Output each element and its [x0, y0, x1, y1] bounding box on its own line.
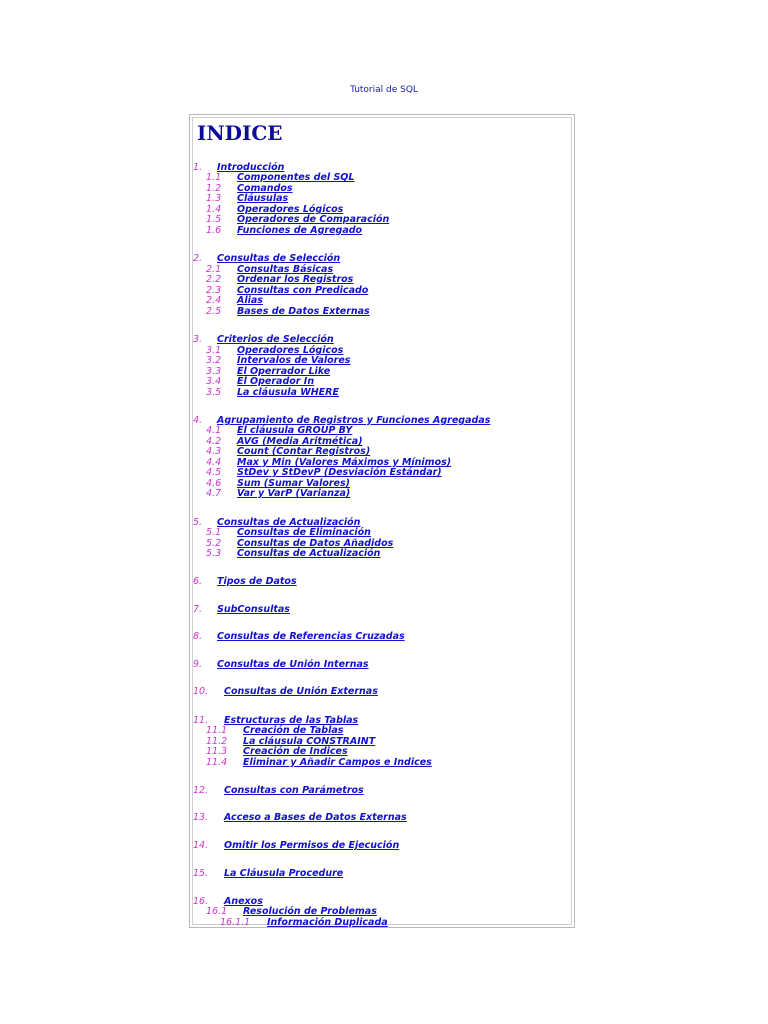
toc-entry-number: 1.3 [206, 193, 222, 204]
toc-entry-link[interactable]: El Operador In [237, 376, 315, 387]
toc-entry [206, 757, 432, 768]
toc-entry [206, 306, 370, 317]
toc-entry-number: 5.3 [206, 548, 222, 559]
toc-entry [206, 193, 289, 204]
toc-entry-link[interactable]: Eliminar y Añadir Campos e Indices [243, 757, 432, 768]
toc-entry-link[interactable]: El Operrador Like [237, 366, 331, 377]
toc-entry-link[interactable]: Consultas de Datos Añadidos [237, 538, 394, 549]
toc-entry-number: 6. [193, 576, 203, 587]
toc-entry-number: 1.5 [206, 214, 222, 225]
toc-entry [193, 659, 369, 670]
toc-entry-link[interactable]: Introducción [217, 162, 285, 173]
toc-entry-number: 11. [193, 715, 209, 726]
toc-entry-link[interactable]: Max y Min (Valores Máximos y Mínimos) [237, 457, 452, 468]
toc-entry-number: 16.1.1 [220, 917, 251, 928]
toc-entry [193, 785, 364, 796]
toc-entry-link[interactable]: Sum (Sumar Valores) [237, 478, 350, 489]
toc-entry [193, 631, 405, 642]
toc-entry-link[interactable]: Estructuras de las Tablas [224, 715, 359, 726]
index-box [189, 114, 575, 928]
toc-entry [220, 917, 388, 928]
toc-entry-number: 4.3 [206, 446, 222, 457]
toc-entry-link[interactable]: Agrupamiento de Registros y Funciones Agregadas [217, 415, 491, 426]
toc-entry-link[interactable]: Intervalos de Valores [237, 355, 351, 366]
toc-entry [206, 274, 354, 285]
toc-entry-number: 2.2 [206, 274, 222, 285]
toc-entry-link[interactable]: Consultas con Predicado [237, 285, 369, 296]
toc-entry-link[interactable]: Operadores Lógicos [237, 345, 344, 356]
toc-entry-link[interactable]: StDev y StDevP (Desviación Estándar) [237, 467, 442, 478]
toc-entry [193, 686, 378, 697]
toc-entry-number: 2. [193, 253, 203, 264]
toc-entry-number: 3.5 [206, 387, 222, 398]
toc-entry-link[interactable]: La cláusula WHERE [237, 387, 339, 398]
toc-entry [193, 812, 407, 823]
toc-entry-number: 4.2 [206, 436, 222, 447]
toc-entry [206, 425, 353, 436]
toc-entry-number: 7. [193, 604, 203, 615]
toc-entry-link[interactable]: Acceso a Bases de Datos Externas [224, 812, 407, 823]
toc-entry-number: 11.2 [206, 736, 228, 747]
toc-entry-link[interactable]: Criterios de Selección [217, 334, 334, 345]
toc-entry-number: 8. [193, 631, 203, 642]
toc-entry-number: 3.4 [206, 376, 222, 387]
toc-entry [193, 604, 290, 615]
toc-entry [206, 172, 355, 183]
index-title: INDICE [197, 121, 283, 145]
toc-entry-number: 2.1 [206, 264, 222, 275]
toc-entry [193, 868, 344, 879]
toc-entry-number: 3. [193, 334, 203, 345]
toc-entry-number: 11.3 [206, 746, 228, 757]
toc-entry-link[interactable]: Tipos de Datos [217, 576, 297, 587]
toc-entry-number: 13. [193, 812, 209, 823]
toc-entry [193, 415, 491, 426]
toc-entry-link[interactable]: Consultas de Unión Externas [224, 686, 378, 697]
toc-entry-number: 2.3 [206, 285, 222, 296]
toc-entry-number: 1.6 [206, 225, 222, 236]
toc-entry-number: 4.1 [206, 425, 222, 436]
toc-entry-number: 16. [193, 896, 209, 907]
toc-entry-number: 3.1 [206, 345, 222, 356]
toc-entry [193, 334, 334, 345]
page-header-title: Tutorial de SQL [350, 85, 418, 95]
toc-entry-number: 4. [193, 415, 203, 426]
toc-entry-link[interactable]: Componentes del SQL [237, 172, 355, 183]
toc-entry-link[interactable]: Comandos [237, 183, 293, 194]
toc-entry-link[interactable]: Consultas de Eliminación [237, 527, 371, 538]
toc-entry [206, 446, 371, 457]
toc-entry-number: 11.4 [206, 757, 228, 768]
toc-entry-link[interactable]: Información Duplicada [267, 917, 388, 928]
toc-entry [206, 467, 442, 478]
toc-entry [206, 214, 390, 225]
toc-entry-link[interactable]: Consultas de Unión Internas [217, 659, 369, 670]
toc-entry-link[interactable]: Alias [237, 295, 263, 306]
toc-entry-number: 2.4 [206, 295, 222, 306]
toc-entry-number: 14. [193, 840, 209, 851]
toc-entry-link[interactable]: Creación de Tablas [243, 725, 344, 736]
toc-entry [206, 906, 377, 917]
toc-entry [193, 517, 361, 528]
toc-entry-number: 16.1 [206, 906, 228, 917]
toc-entry-link[interactable]: Operadores de Comparación [237, 214, 390, 225]
toc-entry-link[interactable]: AVG (Media Aritmética) [237, 436, 363, 447]
toc-entry-link[interactable]: Operadores Lógicos [237, 204, 344, 215]
toc-entry-number: 4.4 [206, 457, 222, 468]
toc-entry-link[interactable]: Consultas con Parámetros [224, 785, 364, 796]
toc-entry-link[interactable]: Consultas Básicas [237, 264, 334, 275]
toc-entry-link[interactable]: Bases de Datos Externas [237, 306, 370, 317]
toc-entry-link[interactable]: La Cláusula Procedure [224, 868, 344, 879]
toc-entry [206, 387, 339, 398]
toc-entry [206, 488, 351, 499]
toc-entry-number: 9. [193, 659, 203, 670]
toc-entry [206, 548, 381, 559]
toc-entry-link[interactable]: Creación de Indices [243, 746, 348, 757]
toc-entry-number: 12. [193, 785, 209, 796]
toc-entry-number: 1.4 [206, 204, 222, 215]
toc-entry-number: 1.1 [206, 172, 222, 183]
toc-entry [193, 576, 297, 587]
toc-entry-number: 5. [193, 517, 203, 528]
toc-entry [193, 840, 400, 851]
toc-entry-link[interactable]: Consultas de Referencias Cruzadas [217, 631, 405, 642]
toc-entry-link[interactable]: Resolución de Problemas [243, 906, 377, 917]
toc-entry-number: 3.2 [206, 355, 222, 366]
toc-entry [206, 746, 348, 757]
toc-entry-link[interactable]: Omitir los Permisos de Ejecución [224, 840, 400, 851]
toc-entry-number: 10. [193, 686, 209, 697]
toc-entry-link[interactable]: El cláusula GROUP BY [237, 425, 353, 436]
toc-entry-number: 11.1 [206, 725, 228, 736]
toc-entry [206, 295, 263, 306]
toc-entry-number: 15. [193, 868, 209, 879]
index-box-inner [192, 117, 572, 928]
toc-entry-link[interactable]: Consultas de Actualización [237, 548, 381, 559]
toc-entry-link[interactable]: La cláusula CONSTRAINT [243, 736, 376, 747]
toc-entry-number: 4.5 [206, 467, 222, 478]
toc-entry-link[interactable]: Cláusulas [237, 193, 289, 204]
toc-entry-number: 4.6 [206, 478, 222, 489]
toc-entry-number: 1.2 [206, 183, 222, 194]
toc-entry [193, 253, 341, 264]
toc-entry [193, 162, 285, 173]
toc-entry [206, 376, 315, 387]
toc-entry-link[interactable]: Count (Contar Registros) [237, 446, 371, 457]
toc-entry-number: 2.5 [206, 306, 222, 317]
toc-entry [206, 225, 363, 236]
toc-entry-number: 1. [193, 162, 203, 173]
toc-entry-link[interactable]: Var y VarP (Varianza) [237, 488, 351, 499]
toc-entry-link[interactable]: Ordenar los Registros [237, 274, 354, 285]
toc-entry-number: 5.1 [206, 527, 222, 538]
toc-entry-link[interactable]: Anexos [224, 896, 263, 907]
toc-entry-number: 3.3 [206, 366, 222, 377]
toc-entry [206, 355, 351, 366]
toc-entry-link[interactable]: SubConsultas [217, 604, 290, 615]
toc-entry [206, 527, 371, 538]
toc-entry-link[interactable]: Consultas de Actualización [217, 517, 361, 528]
toc-entry-link[interactable]: Consultas de Selección [217, 253, 341, 264]
toc-entry-number: 4.7 [206, 488, 222, 499]
toc-entry [206, 725, 344, 736]
toc-entry-link[interactable]: Funciones de Agregado [237, 225, 363, 236]
toc-entry-number: 5.2 [206, 538, 222, 549]
